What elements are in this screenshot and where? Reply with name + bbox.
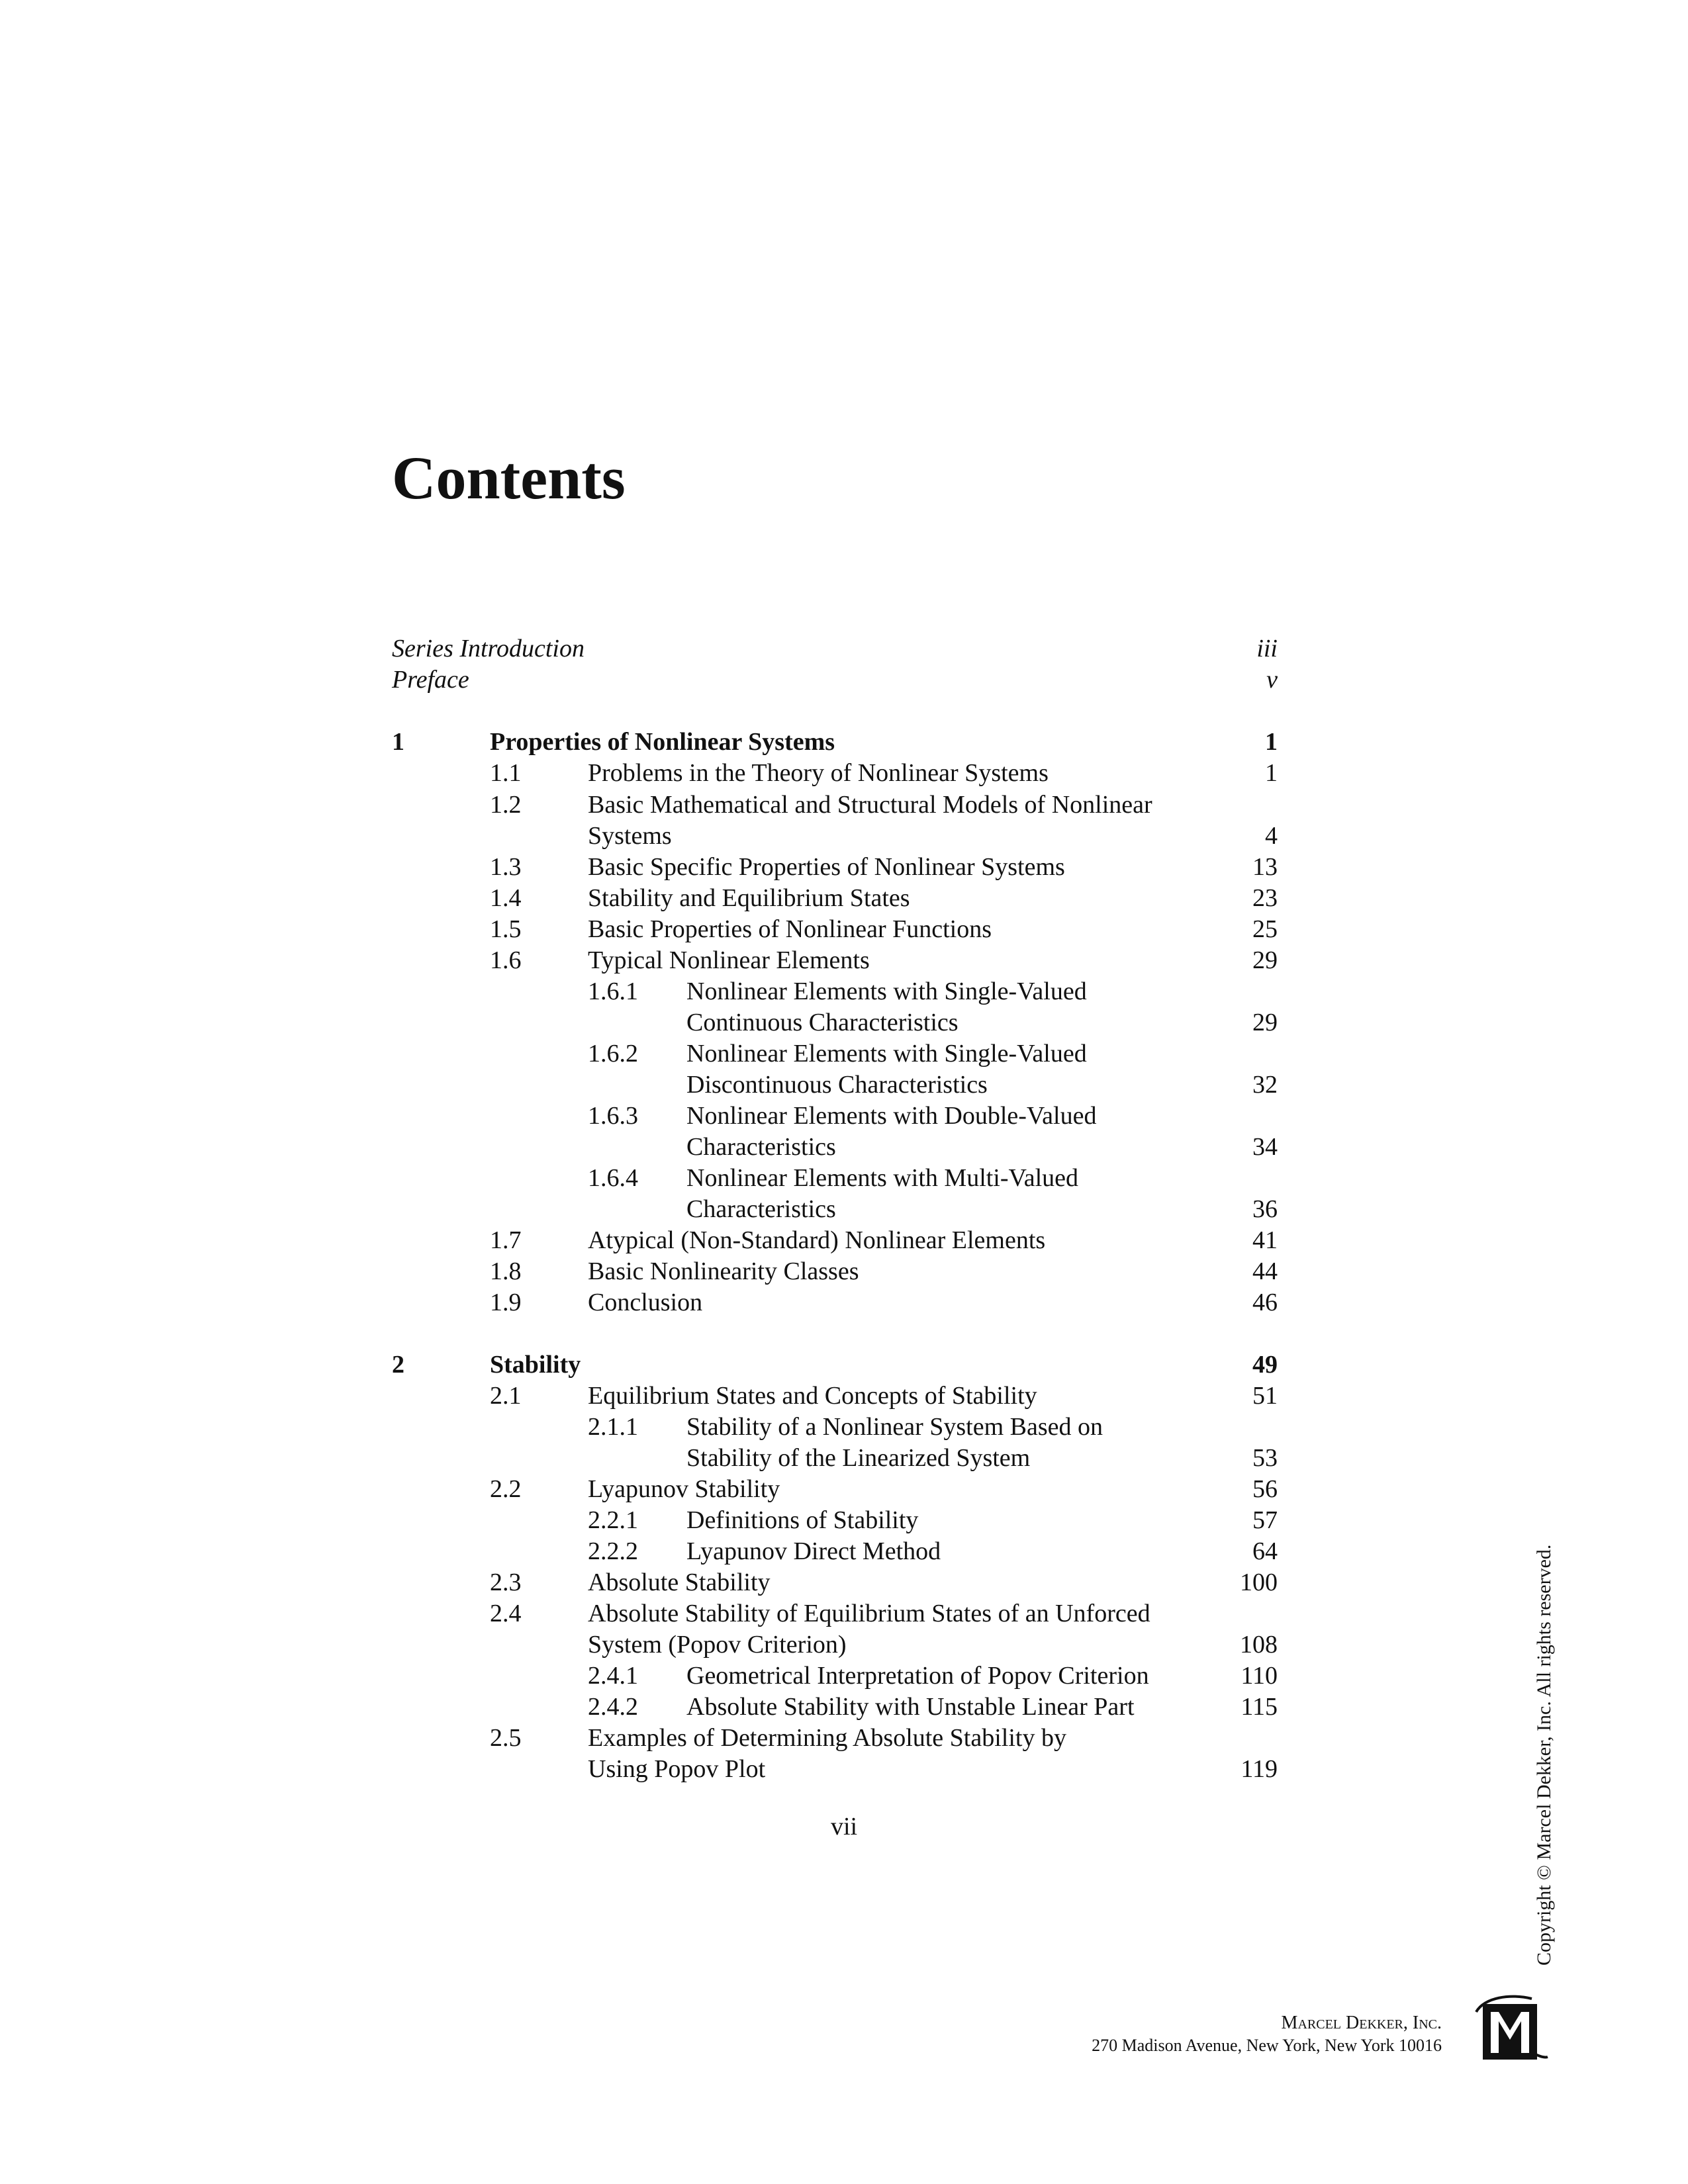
- toc-subsection: [0, 1660, 1688, 1692]
- section-title: Absolute Stability of Equilibrium States of an Unforced: [588, 1600, 1150, 1627]
- subsection-page: 64: [1252, 1537, 1278, 1565]
- section-page: 46: [1252, 1289, 1278, 1316]
- section-title: Examples of Determining Absolute Stability by: [588, 1724, 1066, 1752]
- subsection-number: 2.1.1: [588, 1413, 638, 1441]
- subsection-title: Lyapunov Direct Method: [686, 1537, 941, 1565]
- section-title: Typical Nonlinear Elements: [588, 946, 870, 974]
- section-title: Using Popov Plot: [588, 1755, 766, 1783]
- toc-subsection: [0, 1535, 1688, 1567]
- section-number: 1.1: [490, 759, 522, 787]
- section-number: 2.3: [490, 1569, 522, 1596]
- toc-subsection: [0, 1100, 1688, 1132]
- section-title: Absolute Stability: [588, 1569, 771, 1596]
- subsection-page: 115: [1241, 1693, 1278, 1721]
- toc-subsection: [0, 1411, 1688, 1443]
- subsection-title: Definitions of Stability: [686, 1506, 919, 1534]
- toc-subsection-continuation: [0, 1193, 1688, 1225]
- toc-section-continuation: [0, 1629, 1688, 1661]
- toc-subsection: [0, 1038, 1688, 1069]
- subsection-title: Stability of a Nonlinear System Based on: [686, 1413, 1103, 1441]
- publisher-address: 270 Madison Avenue, New York, New York 10016: [1092, 2036, 1442, 2055]
- toc-section: [0, 1598, 1688, 1629]
- section-page: 1: [1265, 759, 1278, 787]
- copyright-notice: Copyright © Marcel Dekker, Inc. All rights reserved.: [1533, 1544, 1555, 1966]
- subsection-page: 29: [1252, 1009, 1278, 1036]
- section-title: System (Popov Criterion): [588, 1631, 847, 1659]
- section-page: 4: [1265, 822, 1278, 850]
- section-page: 23: [1252, 884, 1278, 912]
- section-page: 41: [1252, 1226, 1278, 1254]
- page-title: Contents: [392, 444, 626, 512]
- subsection-page: 36: [1252, 1195, 1278, 1223]
- subsection-title: Characteristics: [686, 1133, 836, 1161]
- subsection-number: 1.6.1: [588, 978, 638, 1005]
- toc-entry-preface: [0, 664, 1688, 696]
- toc-section: [0, 851, 1688, 883]
- chapter-page: 1: [1265, 728, 1278, 756]
- toc-entry-page: v: [1266, 666, 1278, 694]
- toc-subsection: [0, 976, 1688, 1007]
- section-page: 100: [1240, 1569, 1278, 1596]
- publisher-imprint: [1092, 2012, 1442, 2057]
- publisher-logo-icon: [1471, 1992, 1549, 2065]
- section-page: 44: [1252, 1257, 1278, 1285]
- section-title: Basic Mathematical and Structural Models of Nonlinear: [588, 791, 1152, 819]
- section-title: Systems: [588, 822, 672, 850]
- section-title: Conclusion: [588, 1289, 703, 1316]
- section-number: 1.7: [490, 1226, 522, 1254]
- section-number: 2.2: [490, 1475, 522, 1503]
- section-number: 1.5: [490, 915, 522, 943]
- toc-section: [0, 882, 1688, 914]
- chapter-title: Properties of Nonlinear Systems: [490, 728, 835, 756]
- subsection-title: Nonlinear Elements with Single-Valued: [686, 978, 1087, 1005]
- subsection-page: 53: [1252, 1444, 1278, 1472]
- toc-section: [0, 1567, 1688, 1598]
- toc-entry-page: iii: [1256, 635, 1278, 662]
- subsection-number: 2.4.1: [588, 1662, 638, 1690]
- toc-subsection-continuation: [0, 1442, 1688, 1474]
- section-number: 2.4: [490, 1600, 522, 1627]
- section-page: 25: [1252, 915, 1278, 943]
- subsection-title: Absolute Stability with Unstable Linear Part: [686, 1693, 1135, 1721]
- chapter-page: 49: [1252, 1351, 1278, 1379]
- toc-entry-title: Series Introduction: [392, 635, 585, 662]
- section-page: 108: [1240, 1631, 1278, 1659]
- chapter-title: Stability: [490, 1351, 581, 1379]
- toc-subsection: [0, 1504, 1688, 1536]
- section-title: Basic Properties of Nonlinear Functions: [588, 915, 992, 943]
- section-number: 1.8: [490, 1257, 522, 1285]
- section-title: Lyapunov Stability: [588, 1475, 780, 1503]
- toc-entry-title: Preface: [392, 666, 469, 694]
- toc-chapter-1: [0, 726, 1688, 758]
- section-page: 29: [1252, 946, 1278, 974]
- section-title: Basic Specific Properties of Nonlinear Systems: [588, 853, 1065, 881]
- subsection-number: 1.6.2: [588, 1040, 638, 1068]
- section-page: 51: [1252, 1382, 1278, 1410]
- section-page: 13: [1252, 853, 1278, 881]
- section-number: 1.3: [490, 853, 522, 881]
- toc-section: [0, 1287, 1688, 1318]
- toc-section-continuation: [0, 820, 1688, 852]
- subsection-title: Geometrical Interpretation of Popov Criterion: [686, 1662, 1149, 1690]
- toc-subsection-continuation: [0, 1069, 1688, 1101]
- subsection-page: 34: [1252, 1133, 1278, 1161]
- toc-section: [0, 1380, 1688, 1412]
- toc-subsection: [0, 1691, 1688, 1723]
- toc-section: [0, 757, 1688, 789]
- subsection-title: Stability of the Linearized System: [686, 1444, 1031, 1472]
- toc-section: [0, 1255, 1688, 1287]
- section-number: 2.1: [490, 1382, 522, 1410]
- toc-chapter-2: [0, 1349, 1688, 1381]
- section-title: Basic Nonlinearity Classes: [588, 1257, 859, 1285]
- chapter-number: 1: [392, 728, 404, 756]
- toc-subsection: [0, 1162, 1688, 1194]
- subsection-title: Discontinuous Characteristics: [686, 1071, 988, 1099]
- toc-section: [0, 789, 1688, 821]
- toc-subsection-continuation: [0, 1131, 1688, 1163]
- publisher-name: Marcel Dekker, Inc.: [1281, 2013, 1442, 2033]
- chapter-number: 2: [392, 1351, 404, 1379]
- section-number: 1.6: [490, 946, 522, 974]
- subsection-title: Characteristics: [686, 1195, 836, 1223]
- subsection-number: 2.2.2: [588, 1537, 638, 1565]
- toc-section-continuation: [0, 1753, 1688, 1785]
- section-title: Equilibrium States and Concepts of Stability: [588, 1382, 1037, 1410]
- section-title: Stability and Equilibrium States: [588, 884, 910, 912]
- section-page: 56: [1252, 1475, 1278, 1503]
- section-number: 1.2: [490, 791, 522, 819]
- subsection-page: 32: [1252, 1071, 1278, 1099]
- page-number: vii: [830, 1813, 858, 1841]
- toc-section: [0, 1473, 1688, 1505]
- toc-section: [0, 913, 1688, 945]
- toc-section: [0, 1224, 1688, 1256]
- subsection-number: 1.6.4: [588, 1164, 638, 1192]
- subsection-page: 110: [1241, 1662, 1278, 1690]
- toc-subsection-continuation: [0, 1007, 1688, 1038]
- subsection-number: 2.2.1: [588, 1506, 638, 1534]
- subsection-page: 57: [1252, 1506, 1278, 1534]
- toc-entry-series-introduction: [0, 633, 1688, 664]
- subsection-title: Nonlinear Elements with Double-Valued: [686, 1102, 1097, 1130]
- toc-section: [0, 1722, 1688, 1754]
- subsection-number: 1.6.3: [588, 1102, 638, 1130]
- subsection-title: Continuous Characteristics: [686, 1009, 959, 1036]
- section-number: 2.5: [490, 1724, 522, 1752]
- section-number: 1.9: [490, 1289, 522, 1316]
- section-title: Atypical (Non-Standard) Nonlinear Elements: [588, 1226, 1046, 1254]
- toc-section: [0, 944, 1688, 976]
- subsection-title: Nonlinear Elements with Multi-Valued: [686, 1164, 1079, 1192]
- subsection-number: 2.4.2: [588, 1693, 638, 1721]
- subsection-title: Nonlinear Elements with Single-Valued: [686, 1040, 1087, 1068]
- section-number: 1.4: [490, 884, 522, 912]
- section-title: Problems in the Theory of Nonlinear Systems: [588, 759, 1049, 787]
- section-page: 119: [1241, 1755, 1278, 1783]
